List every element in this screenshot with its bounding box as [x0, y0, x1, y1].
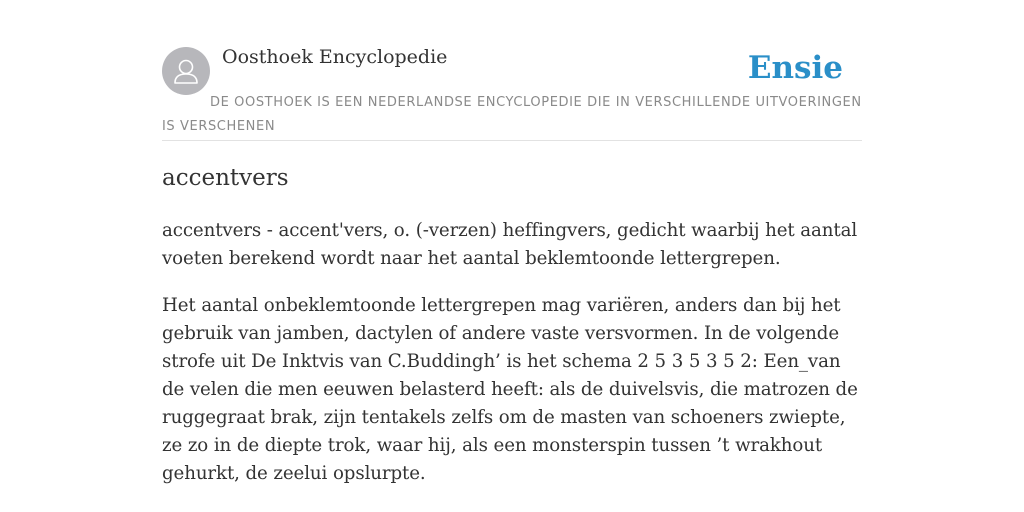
header [162, 44, 862, 141]
article-title: accentvers [162, 165, 289, 191]
brand-logo[interactable]: Ensie [747, 50, 843, 86]
user-silhouette-icon [162, 47, 210, 95]
article [162, 162, 868, 488]
author-description: DE OOSTHOEK IS EEN NEDERLANDSE ENCYCLOPEDIE DIE IN VERSCHILLENDE UITVOERINGEN IS VERSCHENEN [162, 95, 862, 134]
avatar[interactable] [162, 47, 210, 95]
article-paragraph-definition: accentvers - accent'vers, o. (-verzen) heffingvers, gedicht waarbij het aantal voeten berekend wordt naar het aantal beklemtoonde lettergrepen. [162, 220, 858, 269]
author-link[interactable]: Oosthoek Encyclopedie [222, 46, 448, 68]
article-paragraph-explanation: Het aantal onbeklemtoonde lettergrepen mag variëren, anders dan bij het gebruik van jamben, dactylen of andere vaste versvormen. In de volgende strofe uit De Inktvis van C.Buddingh’ is het schema 2 5 3 5 3 5 2: Een_van de velen die men eeuwen belasterd heeft: als de duivelsvis, die matrozen de ruggegraat brak, zijn tentakels zelfs om de masten van schoeners zwiepte, ze zo in de diepte trok, waar hij, als een monsterspin tussen ’t wrakhout gehurkt, de zeelui opslurpte. [162, 295, 858, 484]
